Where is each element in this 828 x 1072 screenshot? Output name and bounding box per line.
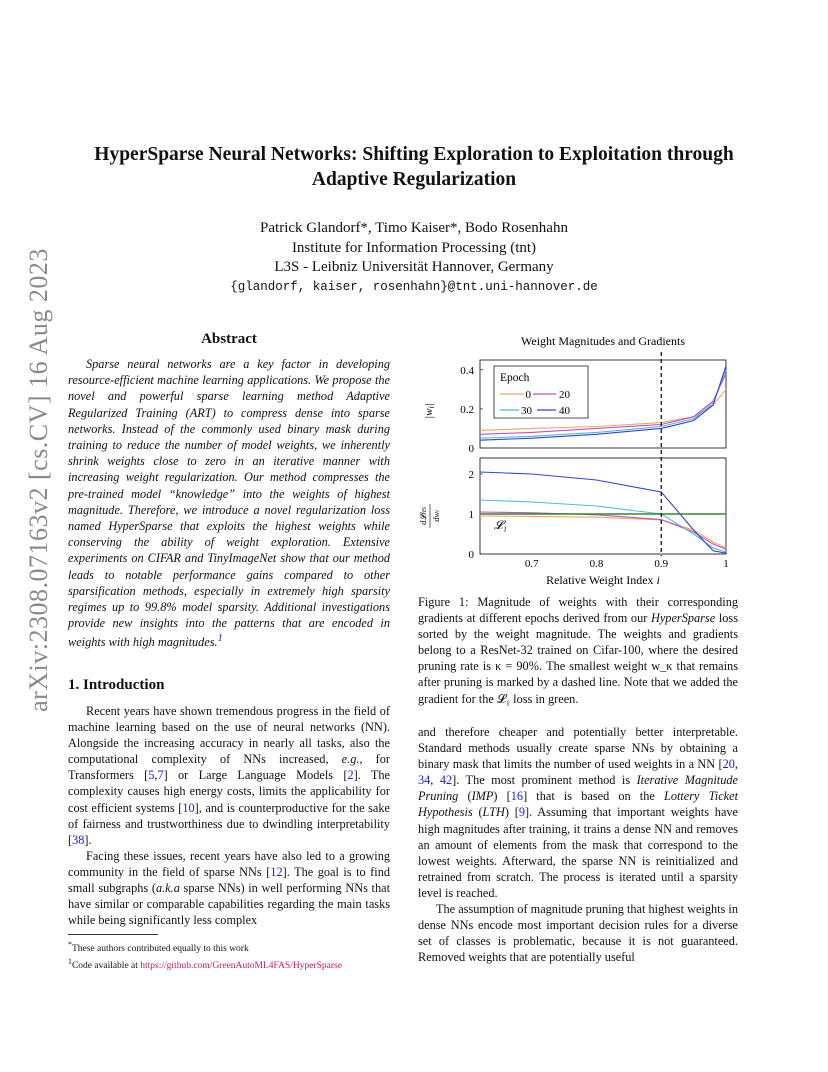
citation-link[interactable]: 10 bbox=[182, 800, 195, 815]
x-axis-label: Relative Weight Index i bbox=[546, 573, 660, 587]
abstract-heading: Abstract bbox=[201, 331, 257, 347]
paper-title bbox=[60, 142, 768, 192]
top-panel-ytick-label: 0.2 bbox=[460, 403, 474, 416]
legend-label-0: 0 bbox=[525, 389, 531, 401]
citation-link[interactable]: 12 bbox=[270, 864, 283, 879]
chart-legend bbox=[494, 366, 588, 418]
x-tick-label: 0.9 bbox=[654, 558, 669, 570]
section-heading-introduction: 1. Introduction bbox=[68, 677, 165, 693]
x-tick-label: 0.7 bbox=[524, 558, 539, 570]
chart-title: Weight Magnitudes and Gradients bbox=[521, 334, 685, 348]
bottom-panel-ylabel bbox=[418, 504, 441, 528]
abstract-text: Sparse neural networks are a key factor in developing resource-efficient machine learning applications. We propose the novel and powerful sparse learning method Adaptive Regularized Training (ART) to compress dense into sparse networks. Instead of the commonly used binary mask during training to reduce the number of model weights, we inherently shrink weights close to zero in an iterative manner with increasing weight regularization. Our method compresses the pre-trained model “knowledge” into the weights of highest magnitude. Therefore, we introduce a novel regularization loss named HyperSparse that exploits the highest weights while conserving the ability of weight exploration. Extensive experiments on CIFAR and TinyImageNet show that our method leads to notable performance gains compared to other sparsification methods, especially in extremely high sparsity regimes up to 99.8% model sparsity. Additional investigations provide new insights into the patterns that are encoded in weights with high magnitudes. bbox=[68, 357, 390, 650]
affiliation-line-1: Institute for Information Processing (tnt) bbox=[291, 239, 537, 256]
abstract-body bbox=[68, 356, 390, 651]
right-paragraph-2: The assumption of magnitude pruning that highest weights in dense NNs encode most important decision rules for a diverse set of classes is problematic, because it is not guaranteed. Removed weights that are potentially useful bbox=[418, 902, 738, 965]
x-tick-label: 0.8 bbox=[589, 558, 604, 570]
arxiv-identifier: arXiv:2308.07163v2 [cs.CV] 16 Aug 2023 bbox=[24, 248, 53, 712]
bottom-panel-ytick-label: 1 bbox=[468, 509, 474, 521]
citation-link[interactable]: 5 bbox=[148, 768, 155, 783]
figure-1-chart bbox=[414, 330, 744, 592]
author-names: Patrick Glandorf*, Timo Kaiser*, Bodo Rosenhahn bbox=[260, 220, 568, 236]
bottom-panel-frame bbox=[480, 458, 726, 554]
bottom-panel-series-30 bbox=[480, 500, 726, 552]
svg-text:dwi: dwi bbox=[431, 510, 441, 522]
footnotes bbox=[68, 934, 390, 972]
citation-link[interactable]: 7 bbox=[157, 768, 164, 783]
bottom-panel-ytick-label: 0 bbox=[468, 549, 474, 561]
citation-link[interactable]: 20 bbox=[722, 757, 735, 772]
code-url-link[interactable]: https://github.com/GreenAutoML4FAS/HyperSparse bbox=[140, 960, 342, 971]
introduction-body bbox=[68, 703, 390, 928]
legend-title: Epoch bbox=[500, 372, 530, 384]
intro-paragraph-2: Facing these issues, recent years have also led to a growing community in the field of sparse NNs [12]. The goal is to find small subgraphs (a.k.a sparse NNs) in well performing NNs that have similar or comparable capabilities regarding the main tasks while being significantly less complex bbox=[68, 848, 390, 928]
top-panel-ytick-label: 0.4 bbox=[460, 364, 474, 377]
author-email[interactable]: {glandorf, kaiser, rosenhahn}@tnt.uni-hannover.de bbox=[230, 279, 598, 294]
title-line-1: HyperSparse Neural Networks: Shifting Exploration to Exploitation through bbox=[94, 144, 734, 165]
footnote-equal-contribution: *These authors contributed equally to this work bbox=[68, 940, 249, 955]
citation-link[interactable]: 34 bbox=[418, 773, 431, 788]
legend-label-40: 40 bbox=[559, 405, 570, 417]
figure-1-caption: Figure 1: Magnitude of weights with their corresponding gradients at different epochs derived from our HyperSparse loss sorted by the weight magnitude. The weights and gradients belong to a ResNet-32 trained on Cifar-100, where the desired pruning rate is κ = 90%. The smallest weight w_κ that remains after pruning is marked by a dashed line. Note that we added the gradient for the 𝓛₁ loss in green. bbox=[418, 595, 738, 706]
footnote-rule bbox=[68, 934, 158, 935]
citation-link[interactable]: 16 bbox=[510, 789, 524, 804]
top-panel-ylabel: |wi| bbox=[423, 403, 436, 419]
abstract-footnote-mark[interactable]: 1 bbox=[217, 633, 223, 645]
right-paragraph-1: and therefore cheaper and potentially better interpretable. Standard methods usually create sparse NNs by obtaining a binary mask that limits the number of used weights in a NN [20, 34, 42]. The most prominent method is Iterative Magnitude Pruning (IMP) [16] that is based on the Lottery Ticket Hypothesis (LTH) [9]. Assuming that important weights have high magnitudes after training, it trains a dense NN and removes an amount of elements from the mask that correspond to the lowest weights. Afterward, the sparse NN is reinitialized and retrained from scratch. The process is iterated until a sparsity level is reached. bbox=[418, 725, 739, 900]
citation-link[interactable]: 9 bbox=[518, 805, 525, 820]
bottom-panel-series-0 bbox=[480, 516, 726, 548]
title-line-2: Adaptive Regularization bbox=[311, 169, 517, 190]
legend-label-20: 20 bbox=[559, 389, 570, 401]
legend-label-30: 30 bbox=[521, 405, 532, 417]
affiliation-line-2: L3S - Leibniz Universität Hannover, Germany bbox=[274, 259, 554, 275]
intro-paragraph-1: Recent years have shown tremendous progress in the field of machine learning based on the use of neural networks (NN). Alongside the increasing accuracy in nearly all tasks, also the computational complexity of NNs increased, e.g., for Transformers [5,7] or Large Language Models [2]. The complexity causes high energy costs, limits the applicability for cost efficient systems [10], and is counterproductive for the sake of fairness and trustworthiness due to dwindling interpretability [38]. bbox=[68, 704, 391, 847]
author-block bbox=[60, 219, 768, 297]
l1-curve-label: 𝓛₁ bbox=[494, 518, 507, 532]
bottom-panel-ytick-label: 2 bbox=[468, 469, 474, 481]
citation-link[interactable]: 2 bbox=[347, 768, 354, 783]
citation-link[interactable]: 42 bbox=[439, 773, 453, 788]
footnote-code: $^1$Code available at https://github.com/GreenAutoML4FAS/HyperSparse bbox=[68, 956, 342, 971]
top-panel-ytick-label: 0 bbox=[468, 443, 474, 455]
arxiv-sidebar-id bbox=[14, 0, 58, 1072]
x-tick-label: 1 bbox=[723, 558, 729, 570]
right-column-body bbox=[418, 724, 738, 965]
svg-text:d𝓛HS: d𝓛HS bbox=[418, 507, 428, 525]
citation-link[interactable]: 38 bbox=[72, 832, 85, 847]
